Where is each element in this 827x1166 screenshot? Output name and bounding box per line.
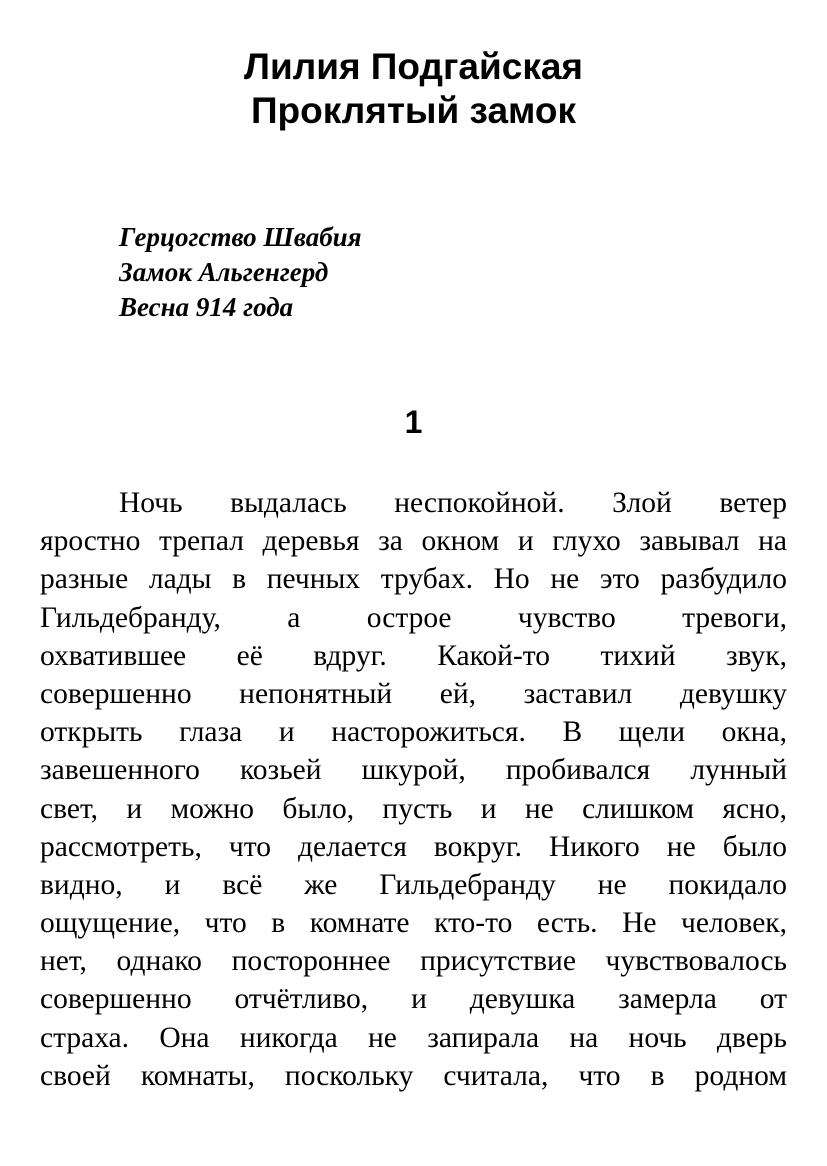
chapter-paragraph: [40, 484, 787, 1095]
paragraph-line: Ночь выдалась неспокойной. Злой ветер: [119, 487, 787, 519]
paragraph-line: Гильдебранду, а острое чувство тревоги,: [40, 601, 787, 634]
author-name: Лилия Подгайская: [243, 46, 584, 87]
epigraph-line: Весна 914 года: [119, 292, 294, 322]
epigraph: [119, 220, 362, 325]
paragraph-line: совершенно непонятный ей, заставил девушку: [40, 677, 787, 710]
book-title: Проклятый замок: [250, 90, 577, 131]
paragraph-line: разные лады в печных трубах. Но не это разбудило: [40, 563, 787, 596]
epigraph-line: Герцогство Швабия: [119, 222, 362, 252]
paragraph-line: свет, и можно было, пусть и не слишком ясно,: [40, 792, 787, 825]
paragraph-line: яростно трепал деревья за окном и глухо завывал на: [40, 525, 787, 558]
paragraph-line: совершенно отчётливо, и девушка замерла от: [40, 983, 787, 1016]
paragraph-line: видно, и всё же Гильдебранду не покидало: [40, 868, 787, 901]
paragraph-line: рассмотреть, что делается вокруг. Никого не было: [40, 830, 787, 863]
chapter-number: 1: [404, 404, 423, 440]
paragraph-line: ощущение, что в комнате кто-то есть. Не человек,: [40, 907, 787, 940]
paragraph-line: нет, однако постороннее присутствие чувствовалось: [40, 945, 787, 978]
paragraph-line: охватившее её вдруг. Какой-то тихий звук,: [40, 639, 787, 672]
title-block: [0, 45, 827, 133]
paragraph-line: завешенного козьей шкурой, пробивался лунный: [40, 754, 787, 787]
paragraph-line: открыть глаза и насторожиться. В щели окна,: [40, 716, 787, 749]
paragraph-line: страха. Она никогда не запирала на ночь дверь: [40, 1021, 787, 1054]
epigraph-line: Замок Альгенгерд: [119, 257, 329, 287]
paragraph-line: своей комнаты, поскольку считала, что в родном: [40, 1059, 787, 1092]
